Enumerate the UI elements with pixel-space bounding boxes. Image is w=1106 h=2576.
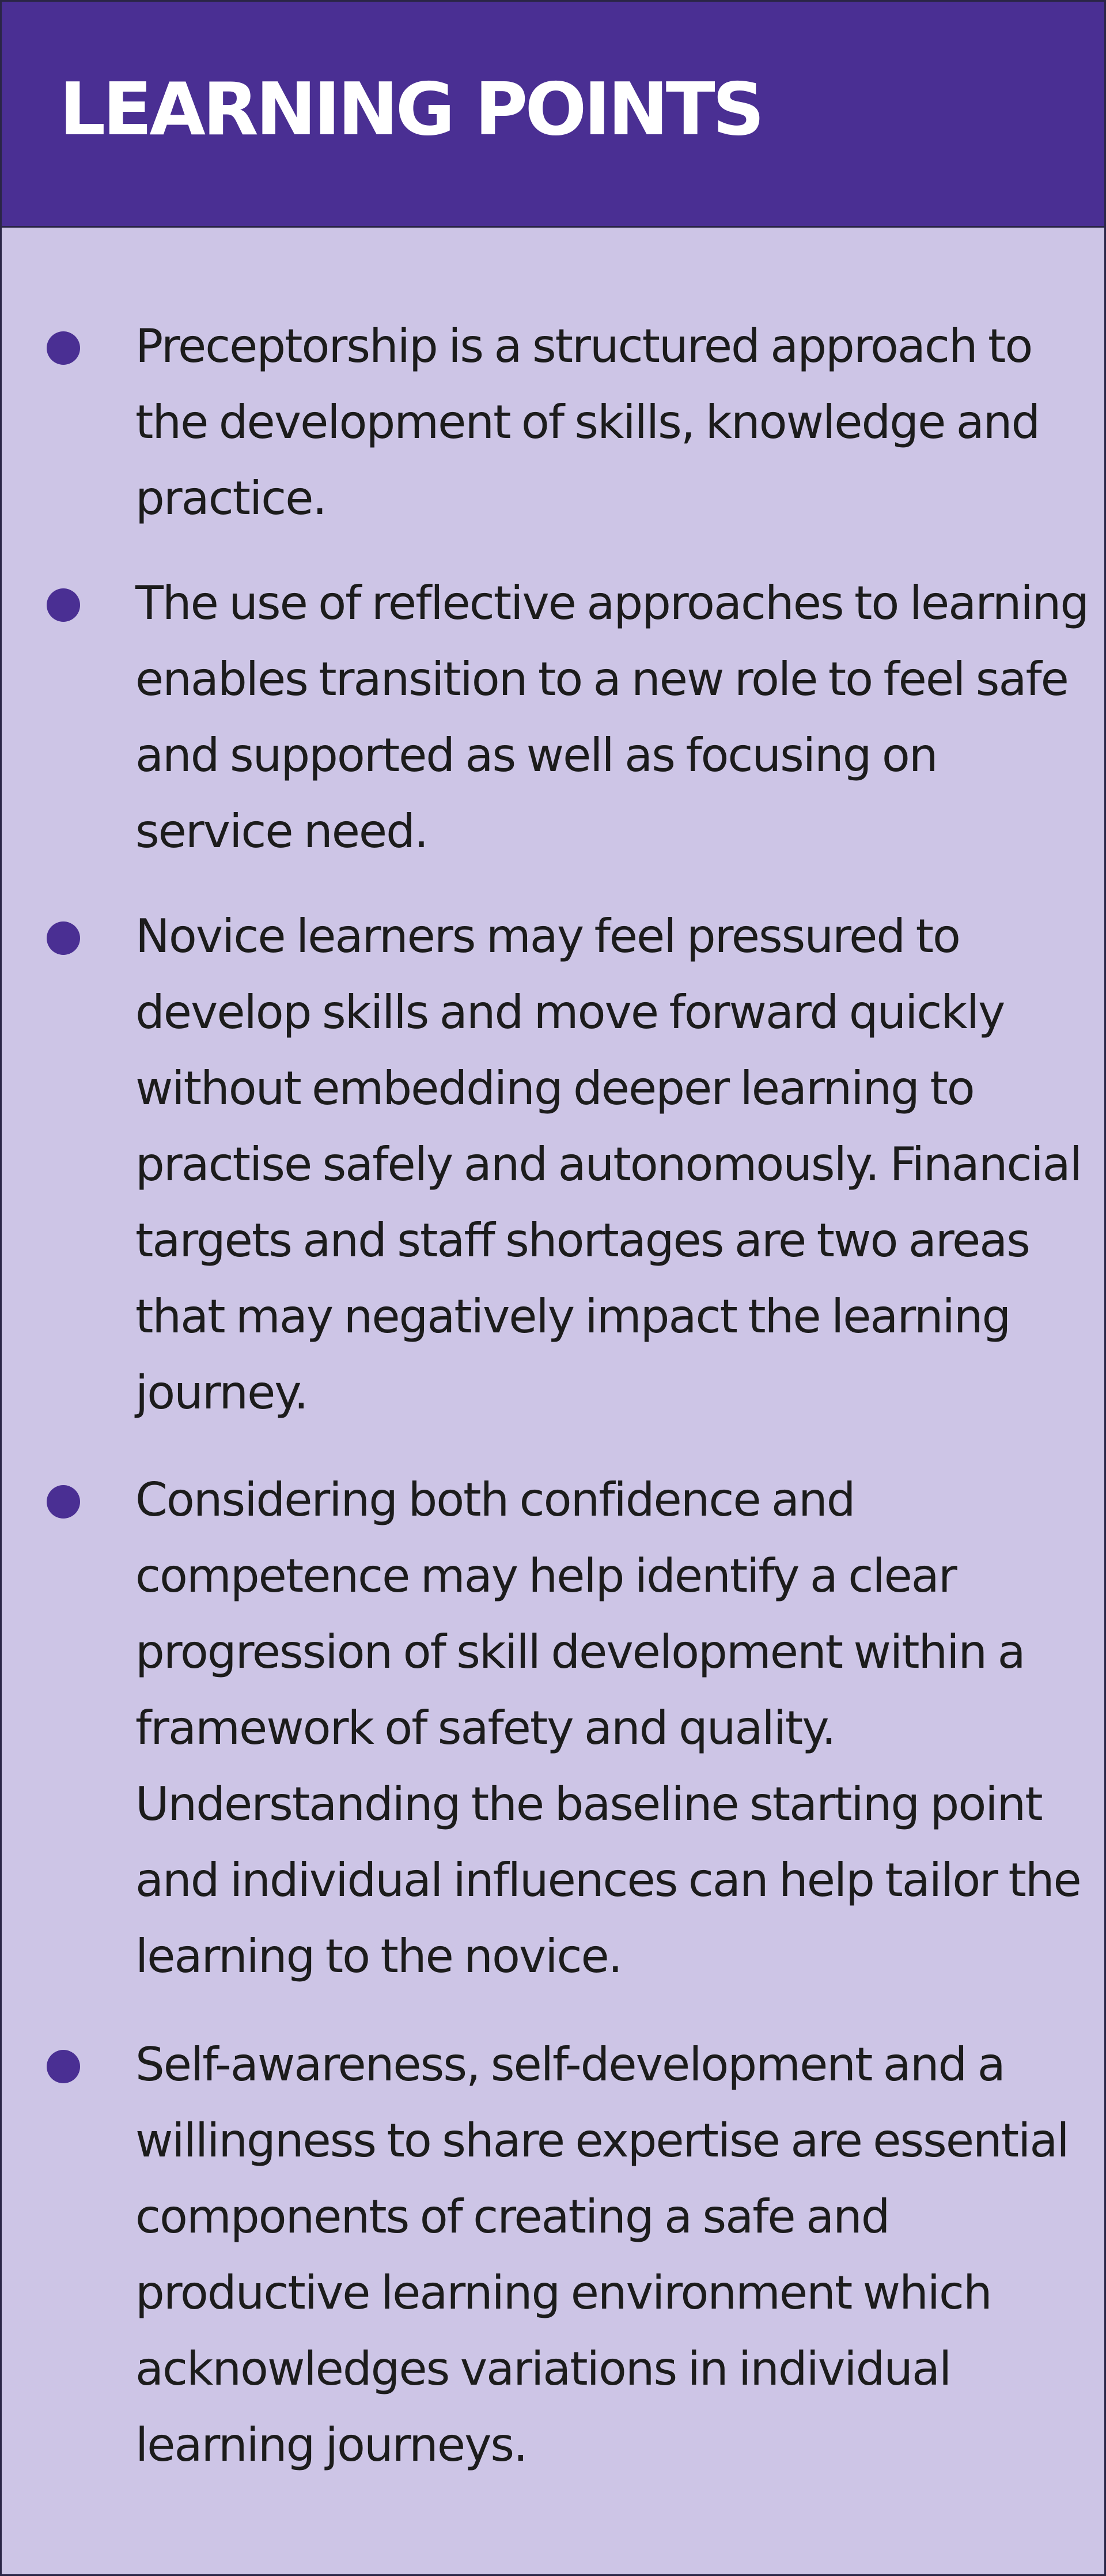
- bullet-icon: [47, 2050, 80, 2083]
- point-text: Preceptorship is a structured approach to the development of skills, knowledge and practice.: [135, 319, 1040, 525]
- bullet-icon: [47, 1485, 80, 1519]
- bullet-icon: [47, 921, 80, 955]
- bullet-icon: [47, 588, 80, 622]
- point-text: Novice learners may feel pressured to develop skills and move forward quickly without embedding deeper learning to practise safely and autonomously. Financial targets and staff shortages are two areas that may negatively impact the learning journey.: [135, 909, 1081, 1419]
- header-bar: [2, 2, 1104, 228]
- point-text: Self-awareness, self-development and a willingness to share expertise are essential components of creating a safe and productive learning environment which acknowledges variations in individual learning journeys.: [135, 2038, 1069, 2472]
- point-text: Considering both confidence and competence may help identify a clear progression of skill development within a framework of safety and quality. Understanding the baseline starting point and individual influences can help tailor the learning to the novice.: [135, 1473, 1081, 1983]
- bullet-icon: [47, 331, 80, 365]
- box-title: LEARNING POINTS: [59, 66, 762, 152]
- point-text: The use of reflective approaches to learning enables transition to a new role to feel safe and supported as well as focusing on service need.: [135, 576, 1089, 858]
